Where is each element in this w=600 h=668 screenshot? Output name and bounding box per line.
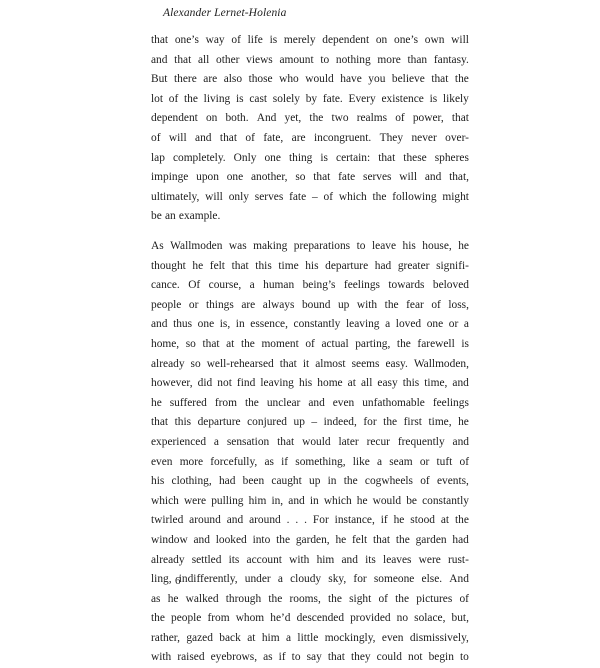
text-line: thought he felt that this time his departure had greater signifi- [151, 259, 469, 272]
text-line: and thus one is, in essence, constantly leaving a loved one or a [151, 318, 469, 331]
text-line: be an example. [151, 210, 221, 223]
text-line: he suffered from the unclear and even unfathomable feelings [151, 396, 469, 409]
paragraph [151, 237, 469, 668]
text-line: with raised eyebrows, as if to say that they could not begin to [151, 651, 469, 664]
text-line: experienced a sensation that would later recur frequently and [151, 435, 469, 448]
text-line: rather, gazed back at him a little mockingly, even dismissively, [151, 631, 469, 644]
text-line: twirled around and around . . . For instance, if he stood at the [151, 514, 469, 527]
paragraph [151, 31, 469, 227]
text-line: which were pulling him in, and in which he would be constantly [151, 494, 469, 507]
running-head: Alexander Lernet-Holenia [163, 7, 287, 19]
text-line: window and looked into the garden, he felt that the garden had [151, 533, 469, 546]
text-line: ling, indifferently, under a cloudy sky, for someone else. And [151, 573, 469, 586]
text-line: his clothing, had been caught up in the cogwheels of events, [151, 475, 469, 488]
text-line: cance. Of course, a human being’s feelings towards beloved [151, 279, 469, 292]
text-line: ultimately, will only serves fate – of which the following might [151, 190, 469, 203]
text-line: however, did not find leaving his home at all easy this time, and [151, 377, 469, 390]
text-line: But there are also those who would have you believe that the [151, 73, 469, 86]
text-line: lap completely. Only one thing is certain: that these spheres [151, 151, 469, 164]
text-line: the people from whom he’d descended provided no solace, but, [151, 612, 469, 625]
text-line: that one’s way of life is merely dependent on one’s own will [151, 34, 469, 46]
text-line: already so well-rehearsed that it almost seems easy. Wallmoden, [151, 357, 469, 370]
text-line: already settled its account with him and its leaves were rust- [151, 553, 469, 566]
text-line: that this departure conjured up – indeed, for the first time, he [151, 416, 469, 429]
text-line: impinge upon one another, so that fate serves will and that, [151, 171, 469, 184]
text-line: dependent on both. And yet, the two realms of power, that [151, 112, 469, 125]
text-line: lot of the living is cast solely by fate. Every existence is likely [151, 92, 469, 105]
text-line: people or things are always bound up with the fear of loss, [151, 298, 469, 311]
text-line: as he walked through the rooms, the sight of the pictures of [151, 592, 469, 605]
page-number: 6 [175, 575, 181, 587]
text-line: As Wallmoden was making preparations to leave his house, he [151, 240, 469, 252]
text-line: home, so that at the moment of actual parting, the farewell is [151, 337, 469, 350]
text-line: even more forcefully, as if something, like a seam or tuft of [151, 455, 469, 468]
text-line: and that all other views amount to nothing more than fantasy. [151, 53, 469, 66]
text-line: of will and that of fate, are incongruent. They never over- [151, 131, 469, 144]
